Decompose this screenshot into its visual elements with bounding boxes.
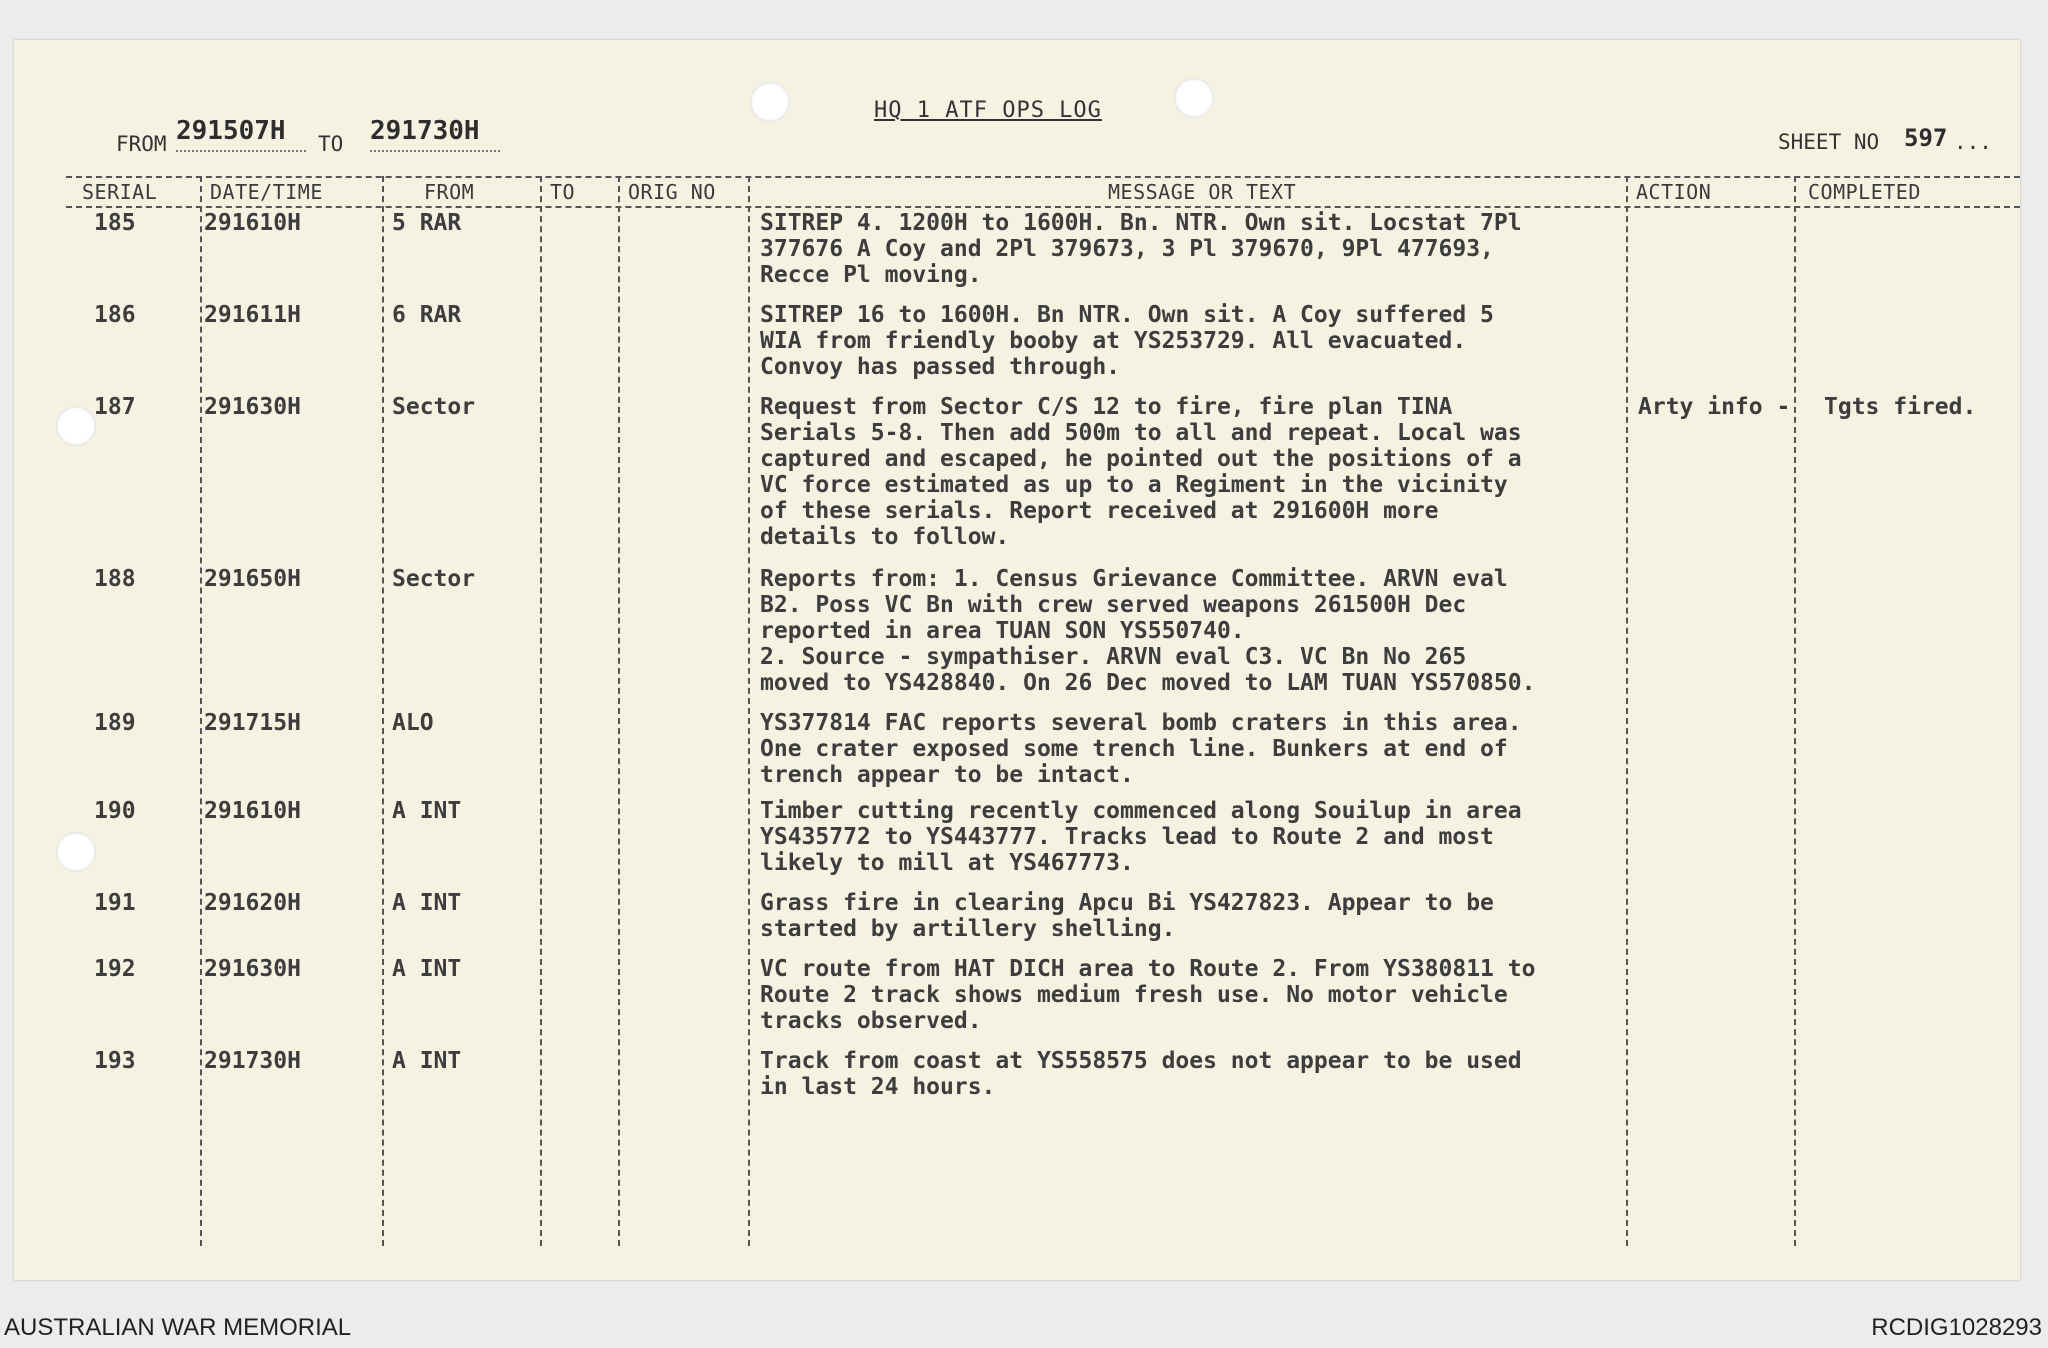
entry-serial: 189: [94, 710, 136, 736]
entry-message: Track from coast at YS558575 does not appear to be used in last 24 hours.: [760, 1048, 1522, 1100]
col-rule: [540, 176, 542, 1246]
entry-message: Request from Sector C/S 12 to fire, fire plan TINA Serials 5-8. Then add 500m to all and repeat. Local was captured and escaped, he pointed out the positions of a VC force estimated as up to a Regiment in the vicinity of these serials. Report received at 291600H more details to follow.: [760, 394, 1522, 550]
entry-from: A INT: [392, 890, 462, 916]
entry-datetime: 291715H: [204, 710, 301, 736]
entry-completed: Tgts fired.: [1824, 394, 1977, 420]
entry-from: 5 RAR: [392, 210, 462, 236]
footer-record-id: RCDIG1028293: [1871, 1314, 2042, 1341]
to-value: 291730H: [370, 116, 480, 146]
punch-hole: [750, 82, 790, 122]
entry-serial: 188: [94, 566, 136, 592]
punch-hole: [56, 406, 96, 446]
col-to: TO: [550, 180, 576, 204]
col-rule: [200, 176, 202, 1246]
punch-hole: [56, 832, 96, 872]
entry-serial: 187: [94, 394, 136, 420]
entry-from: Sector: [392, 394, 476, 420]
entry-from: A INT: [392, 798, 462, 824]
col-rule: [618, 176, 620, 1246]
col-orig-no: ORIG NO: [628, 180, 716, 204]
entry-message: SITREP 16 to 1600H. Bn NTR. Own sit. A Coy suffered 5 WIA from friendly booby at YS253729. All evacuated. Convoy has passed through.: [760, 302, 1494, 380]
entry-serial: 191: [94, 890, 136, 916]
col-serial: SERIAL: [82, 180, 158, 204]
entry-serial: 190: [94, 798, 136, 824]
from-value: 291507H: [176, 116, 286, 146]
header-rule-bottom: [66, 206, 2020, 208]
entry-serial: 185: [94, 210, 136, 236]
entry-from: Sector: [392, 566, 476, 592]
col-rule: [1794, 176, 1796, 1246]
entry-datetime: 291610H: [204, 798, 301, 824]
entry-message: YS377814 FAC reports several bomb craters in this area. One crater exposed some trench line. Bunkers at end of trench appear to be intact.: [760, 710, 1522, 788]
entry-datetime: 291630H: [204, 956, 301, 982]
entry-datetime: 291610H: [204, 210, 301, 236]
col-message: MESSAGE OR TEXT: [1108, 180, 1297, 204]
col-action: ACTION: [1636, 180, 1712, 204]
entry-serial: 192: [94, 956, 136, 982]
entry-datetime: 291730H: [204, 1048, 301, 1074]
entry-datetime: 291630H: [204, 394, 301, 420]
entry-from: 6 RAR: [392, 302, 462, 328]
entry-message: Reports from: 1. Census Grievance Committee. ARVN eval B2. Poss VC Bn with crew served weapons 261500H Dec reported in area TUAN SON YS550740. 2. Source - sympathiser. ARVN eval C3. VC Bn No 265 moved to YS428840. On 26 Dec moved to LAM TUAN YS570850.: [760, 566, 1536, 696]
header-rule-top: [66, 176, 2020, 178]
col-from: FROM: [424, 180, 475, 204]
entry-serial: 186: [94, 302, 136, 328]
page-title: HQ 1 ATF OPS LOG: [874, 98, 1102, 123]
to-label: TO: [318, 132, 344, 156]
entry-message: SITREP 4. 1200H to 1600H. Bn. NTR. Own sit. Locstat 7Pl 377676 A Coy and 2Pl 379673, 3 Pl 379670, 9Pl 477693, Recce Pl moving.: [760, 210, 1522, 288]
punch-hole: [1174, 78, 1214, 118]
entry-datetime: 291650H: [204, 566, 301, 592]
from-label: FROM: [116, 132, 167, 156]
entry-action: Arty info -: [1638, 394, 1791, 420]
entry-serial: 193: [94, 1048, 136, 1074]
log-sheet: FROM 291507H TO 291730H HQ 1 ATF OPS LOG SHEET NO 597 ... SERIAL DATE/TIME FROM TO ORIG NO MESSAGE OR TEXT ACTION COMPLETED 185 291610H 5 RAR SITREP 4. 1200H to 1600H. Bn. NTR. Own sit. Locstat 7Pl 377676 A Coy and 2Pl 379673, 3 Pl 379670, 9Pl 477693, Recce Pl moving. 186 291611H 6 RAR SITREP 16 to 1600H. Bn NTR. Own sit. A Coy suffered 5 WIA from friendly booby at YS253729. All evacuated. Convoy has passed through. 187 291630H Sector Request from Sector C/S 12 to fire, fire plan TINA Serials 5-8. Then add 500m to all and repeat. Local was captured and escaped, he pointed out the positions of a VC force estimated as up to a Regiment in the vicinity of these serials. Report received at 291600H more details to follow. Arty info - Tgts fired. 188 291650H Sector Reports from: 1. Census Grievance Committee. ARVN eval B2. Poss VC Bn with crew served weapons 261500H Dec reported in area TUAN SON YS550740. 2. Source - sympathiser. ARVN eval C3. VC Bn No 265 moved to YS428840. On 26 Dec moved to LAM TUAN YS570850. 189 291715H ALO YS377814 FAC reports several bomb craters in this area. One crater exposed some trench line. Bunkers at end of trench appear to be intact. 190 291610H A INT Timber cutting recently commenced along Souilup in area YS435772 to YS443777. Tracks lead to Route 2 and most likely to mill at YS467773. 191 291620H A INT Grass fire in clearing Apcu Bi YS427823. Appear to be started by artillery shelling. 192 291630H A INT VC route from HAT DICH area to Route 2. From YS380811 to Route 2 track shows medium fresh use. No motor vehicle tracks observed. 193 291730H A INT Track from coast at YS558575 does not appear to be used in last 24 hours.: [14, 40, 2020, 1280]
col-rule: [748, 176, 750, 1246]
sheet-label: SHEET NO: [1778, 130, 1880, 154]
entry-message: Timber cutting recently commenced along Souilup in area YS435772 to YS443777. Tracks lead to Route 2 and most likely to mill at YS467773.: [760, 798, 1522, 876]
col-completed: COMPLETED: [1808, 180, 1921, 204]
entry-from: A INT: [392, 1048, 462, 1074]
entry-message: VC route from HAT DICH area to Route 2. From YS380811 to Route 2 track shows medium fresh use. No motor vehicle tracks observed.: [760, 956, 1536, 1034]
col-rule: [1626, 176, 1628, 1246]
col-rule: [382, 176, 384, 1246]
footer-credit: AUSTRALIAN WAR MEMORIAL: [4, 1314, 352, 1341]
entry-from: A INT: [392, 956, 462, 982]
col-datetime: DATE/TIME: [210, 180, 323, 204]
entry-datetime: 291620H: [204, 890, 301, 916]
entry-datetime: 291611H: [204, 302, 301, 328]
entry-message: Grass fire in clearing Apcu Bi YS427823. Appear to be started by artillery shelling.: [760, 890, 1494, 942]
entry-from: ALO: [392, 710, 434, 736]
sheet-value: 597: [1904, 124, 1948, 152]
